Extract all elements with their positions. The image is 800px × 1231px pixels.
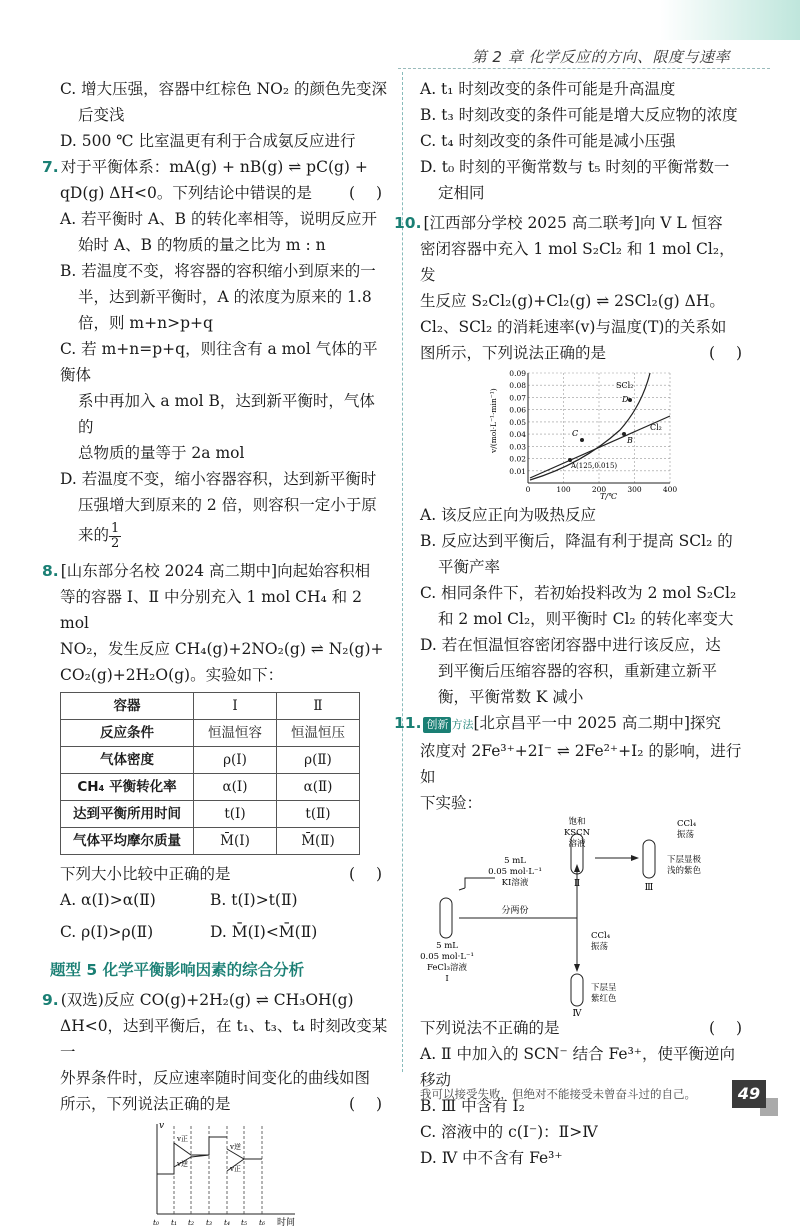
tick-t1: t₁ <box>171 1218 178 1227</box>
table-cell: t(Ⅱ) <box>277 801 360 828</box>
tick-t0: t₀ <box>153 1218 160 1227</box>
q10-y-tick: 0.08 <box>509 381 526 391</box>
q10-label-d: D <box>622 395 629 404</box>
q7-option-b: B. 若温度不变，将容器的容积缩小到原来的一 <box>60 262 376 280</box>
q9-option-d-cont: 定相同 <box>438 184 485 202</box>
q7-number: 7. <box>42 158 59 176</box>
q9-stem-line4: 所示，下列说法正确的是 <box>60 1095 231 1113</box>
table-cell: M̄(Ⅰ) <box>194 828 277 855</box>
q10-label-b: B <box>627 436 633 445</box>
q9-option-b: B. t₃ 时刻改变的条件可能是增大反应物的浓度 <box>420 106 738 124</box>
q10-y-tick: 0.09 <box>509 369 526 378</box>
q6-option-c-cont: 后变浅 <box>78 106 125 124</box>
q11-stem-line1: [北京昌平一中 2025 高二期中]探究 <box>473 714 721 732</box>
q11-stem-line3: 下实验： <box>420 794 483 812</box>
section-heading: 题型 5 化学平衡影响因素的综合分析 <box>50 961 305 979</box>
table-cell: 恒温恒压 <box>277 720 360 747</box>
q9-option-c: C. t₄ 时刻改变的条件可能是减小压强 <box>420 132 676 150</box>
q9-answer-bracket: ( ) <box>348 1095 390 1113</box>
q10-y-tick: 0.02 <box>509 454 526 464</box>
q7-stem-line2-row <box>60 180 390 206</box>
tube-iv-label: Ⅳ <box>572 1009 582 1019</box>
q11-option-b: B. Ⅲ 中含有 I₂ <box>420 1097 525 1115</box>
q8-answer-bracket: ( ) <box>348 865 390 883</box>
q10-point-c <box>580 438 584 442</box>
tick-t5: t₅ <box>241 1218 248 1227</box>
kscn-name: KSCN <box>563 828 591 838</box>
graph-curve-1 <box>157 1143 209 1174</box>
q7-stem <box>42 154 390 180</box>
q10-y-tick: 0.03 <box>509 442 526 452</box>
q8-stem-line1: [山东部分名校 2024 高二期中]向起始容积相 <box>60 562 371 580</box>
right-column <box>394 76 750 1171</box>
q7-option-a: A. 若平衡时 A、B 的转化率相等，说明反应开 <box>60 210 377 228</box>
graph-label-vni-2: v逆 <box>230 1143 241 1151</box>
graph-label-vni-1: v逆 <box>177 1160 188 1168</box>
q10-option-b: B. 反应达到平衡后，降温有利于提高 SCl₂ 的 <box>420 532 733 550</box>
experiment-table <box>60 692 360 855</box>
shake-label-1: 振荡 <box>677 830 695 840</box>
q11-option-a: A. Ⅱ 中加入的 SCN⁻ 结合 Fe³⁺，使平衡逆向移动 <box>420 1045 735 1089</box>
page-number: 49 <box>732 1080 766 1108</box>
table-row <box>61 828 360 855</box>
q11-answer-bracket: ( ) <box>708 1019 750 1037</box>
q11-ask-row <box>420 1015 750 1041</box>
ccl4-label-2: CCl₄ <box>591 931 611 941</box>
table-cell: M̄(Ⅱ) <box>277 828 360 855</box>
q10-y-tick: 0.05 <box>509 417 526 427</box>
graph-label-vzheng-2: v正 <box>230 1165 241 1173</box>
q9-stem-line3: 外界条件时，反应速率随时间变化的曲线如图 <box>60 1069 371 1087</box>
tube-i-label: Ⅰ <box>445 974 449 984</box>
q10-x-axis-label: T/℃ <box>600 492 617 501</box>
tube-i <box>440 898 452 938</box>
q8-stem <box>42 558 390 584</box>
graph-y-label: v <box>159 1121 165 1131</box>
tick-t4: t₄ <box>224 1218 231 1227</box>
q11-number: 11. <box>394 714 422 732</box>
graph-x-label: 时间 <box>277 1218 296 1228</box>
q10-stem-line5-row <box>420 340 750 366</box>
tick-t2: t₂ <box>188 1218 195 1227</box>
q9-option-a: A. t₁ 时刻改变的条件可能是升高温度 <box>420 80 676 98</box>
q10-x-tick: 400 <box>662 485 678 494</box>
q9-stem-line4-row <box>60 1091 390 1117</box>
q11-ask: 下列说法不正确的是 <box>420 1019 560 1037</box>
kI-solution-label: KI溶液 <box>501 878 529 888</box>
q11-stem <box>394 710 750 738</box>
q8-ask: 下列大小比较中正确的是 <box>60 865 231 883</box>
corner-decoration <box>660 0 800 40</box>
q9-number: 9. <box>42 991 59 1009</box>
fecl3-solution-label: FeCl₃溶液 <box>426 963 468 973</box>
q9-stem-line2: ΔH<0，达到平衡后，在 t₁、t₃、t₄ 时刻改变某一 <box>60 1017 388 1061</box>
q10-number: 10. <box>394 214 422 232</box>
tick-t6: t₆ <box>259 1218 266 1227</box>
q10-y-tick: 0.01 <box>509 466 526 476</box>
q7-option-d-cont1: 压强增大到原来的 2 倍，则容积一定小于原 <box>78 496 377 514</box>
q7-stem-line2: qD(g) ΔH<0。下列结论中错误的是 <box>60 184 312 202</box>
tube-iv <box>571 974 583 1006</box>
q10-label-a: A(125,0.015) <box>571 462 618 470</box>
graph-label-vzheng-1: v正 <box>177 1135 188 1143</box>
arrow-kI-to-tube <box>465 878 495 888</box>
q11-experiment-diagram <box>415 817 735 1019</box>
table-cell: Ⅱ <box>277 693 360 720</box>
q8-stem-line2: 等的容器 Ⅰ、Ⅱ 中分别充入 1 mol CH₄ 和 2 mol <box>60 588 362 632</box>
kscn-saturated: 饱和 <box>568 817 586 827</box>
q11-option-c: C. 溶液中的 c(I⁻)：Ⅱ>Ⅳ <box>420 1123 598 1141</box>
fraction-denominator: 2 <box>111 535 120 551</box>
q11-stem-line2: 浓度对 2Fe³⁺+2I⁻ ⇌ 2Fe²⁺+I₂ 的影响，进行如 <box>420 742 742 786</box>
q10-x-tick: 300 <box>627 485 642 494</box>
table-cell: 恒温恒容 <box>194 720 277 747</box>
q7-option-d-cont2-row <box>60 518 390 552</box>
tube-iv-result-1: 下层呈 <box>591 983 617 993</box>
tube-iii-result-2: 浅的紫色 <box>667 866 702 876</box>
q10-stem <box>394 210 750 236</box>
q10-stem-line5: 图所示，下列说法正确的是 <box>420 344 607 362</box>
q7-option-c-cont2: 总物质的量等于 2a mol <box>78 444 245 462</box>
q7-option-c: C. 若 m+n=p+q，则往含有 a mol 气体的平衡体 <box>60 340 378 384</box>
q10-stem-line2: 密闭容器中充入 1 mol S₂Cl₂ 和 1 mol Cl₂，发 <box>420 240 735 284</box>
innovation-tag: 创新 <box>423 717 451 733</box>
q10-y-tick: 0.06 <box>509 405 526 415</box>
q8-option-b: B. t(Ⅰ)>t(Ⅱ) <box>210 891 298 909</box>
table-cell: t(Ⅰ) <box>194 801 277 828</box>
header-rule <box>398 68 770 69</box>
fraction-half <box>109 522 121 551</box>
q10-answer-bracket: ( ) <box>708 344 750 362</box>
q8-ask-row <box>60 861 390 887</box>
q10-option-d-cont2: 衡，平衡常数 K 减小 <box>438 688 584 706</box>
table-cell: α(Ⅱ) <box>277 774 360 801</box>
q10-point-d <box>628 398 632 402</box>
q9-stem-line1: (双选)反应 CO(g)+2H₂(g) ⇌ CH₃OH(g) <box>60 991 354 1009</box>
q10-y-ticks <box>509 369 526 476</box>
q7-answer-bracket: ( ) <box>348 184 390 202</box>
table-row-header: 容器 <box>61 693 194 720</box>
q10-option-a: A. 该反应正向为吸热反应 <box>420 506 597 524</box>
kscn-solution: 溶液 <box>568 839 586 849</box>
table-cell: Ⅰ <box>194 693 277 720</box>
q9-option-d: D. t₀ 时刻的平衡常数与 t₅ 时刻的平衡常数一 <box>420 158 730 176</box>
tube-iii-result-1: 下层显极 <box>667 855 702 865</box>
q10-stem-line1: [江西部分学校 2025 高二联考]向 V L 恒容 <box>423 214 723 232</box>
table-row-header: 达到平衡所用时间 <box>61 801 194 828</box>
q10-y-axis-label: v/(mol·L⁻¹·min⁻¹) <box>489 388 498 453</box>
method-tag: 方法 <box>451 718 474 731</box>
table-row-header: 反应条件 <box>61 720 194 747</box>
table-row-header: 气体平均摩尔质量 <box>61 828 194 855</box>
q7-option-d-cont2: 来的 <box>78 526 110 544</box>
kI-volume: 5 mL <box>504 856 526 866</box>
q7-option-a-cont: 始时 A、B 的物质的量之比为 m : n <box>78 236 326 254</box>
tick-t3: t₃ <box>206 1218 213 1227</box>
tube-iii <box>643 840 655 878</box>
q6-option-c: C. 增大压强，容器中红棕色 NO₂ 的颜色先变深 <box>60 80 387 98</box>
q9-stem <box>42 987 390 1013</box>
q11-option-d: D. Ⅳ 中不含有 Fe³⁺ <box>420 1149 563 1167</box>
q8-options-cd <box>60 919 390 945</box>
q10-option-c-cont: 和 2 mol Cl₂，则平衡时 Cl₂ 的转化率变大 <box>438 610 734 628</box>
q10-option-d: D. 若在恒温恒容密闭容器中进行该反应，达 <box>420 636 721 654</box>
tube-iv-result-2: 紫红色 <box>591 994 617 1004</box>
q7-option-d: D. 若温度不变，缩小容器容积，达到新平衡时 <box>60 470 377 488</box>
q10-rate-temperature-graph <box>490 368 690 500</box>
table-row <box>61 747 360 774</box>
q9-rate-time-graph <box>145 1119 315 1229</box>
ccl4-label-1: CCl₄ <box>677 819 697 829</box>
q10-y-tick: 0.07 <box>509 393 526 403</box>
q7-stem-line1: 对于平衡体系：mA(g) + nB(g) ⇌ pC(g) + <box>60 158 368 176</box>
table-row <box>61 720 360 747</box>
table-row <box>61 801 360 828</box>
q10-option-d-cont1: 到平衡后压缩容器的容积，重新建立新平 <box>438 662 718 680</box>
shake-label-2: 振荡 <box>591 942 609 952</box>
q10-label-c: C <box>572 429 579 438</box>
q8-stem-line4: CO₂(g)+2H₂O(g)。实验如下： <box>60 666 284 684</box>
table-row-header: CH₄ 平衡转化率 <box>61 774 194 801</box>
q6-option-d: D. 500 ℃ 比室温更有利于合成氨反应进行 <box>60 132 356 150</box>
q8-option-c: C. ρ(Ⅰ)>ρ(Ⅱ) <box>60 923 154 941</box>
q8-options-ab <box>60 887 390 913</box>
fecl3-volume: 5 mL <box>436 941 458 951</box>
q10-stem-line4: Cl₂、SCl₂ 的消耗速率(v)与温度(T)的关系如 <box>420 318 727 336</box>
tube-ii-label: Ⅱ <box>573 879 581 889</box>
chapter-header: 第 2 章 化学反应的方向、限度与速率 <box>471 48 730 66</box>
q10-x-tick: 100 <box>556 485 571 494</box>
q8-option-d: D. M̄(Ⅰ)<M̄(Ⅱ) <box>210 923 318 941</box>
q10-x-tick: 200 <box>591 485 607 494</box>
q8-number: 8. <box>42 562 59 580</box>
kI-concentration: 0.05 mol·L⁻¹ <box>488 867 542 877</box>
table-row <box>61 693 360 720</box>
table-row <box>61 774 360 801</box>
fraction-numerator: 1 <box>111 520 120 536</box>
q10-point-b <box>622 432 626 436</box>
q10-label-scl2: SCl₂ <box>616 381 634 390</box>
tube-iii-label: Ⅲ <box>644 883 654 893</box>
split-label: 分两份 <box>501 906 529 916</box>
q7-option-c-cont1: 系中再加入 a mol B，达到新平衡时，气体的 <box>78 392 375 436</box>
q10-label-cl2: Cl₂ <box>650 423 662 432</box>
fecl3-concentration: 0.05 mol·L⁻¹ <box>420 952 474 962</box>
footer-motto: 我可以接受失败，但绝对不能接受未曾奋斗过的自己。 <box>420 1087 696 1101</box>
q7-option-b-cont1: 半，达到新平衡时，A 的浓度为原来的 1.8 <box>78 288 372 306</box>
table-cell: ρ(Ⅰ) <box>194 747 277 774</box>
q10-x-tick: 0 <box>525 485 531 494</box>
left-column <box>42 76 390 1231</box>
q10-stem-line3: 生反应 S₂Cl₂(g)+Cl₂(g) ⇌ 2SCl₂(g) ΔH。 <box>420 292 725 310</box>
table-cell: α(Ⅰ) <box>194 774 277 801</box>
table-cell: ρ(Ⅱ) <box>277 747 360 774</box>
q10-y-tick: 0.04 <box>509 430 526 440</box>
q10-option-b-cont: 平衡产率 <box>438 558 501 576</box>
q7-option-b-cont2: 倍，则 m+n>p+q <box>78 314 213 332</box>
table-row-header: 气体密度 <box>61 747 194 774</box>
q10-option-c: C. 相同条件下，若初始投料改为 2 mol S₂Cl₂ <box>420 584 737 602</box>
q8-stem-line3: NO₂，发生反应 CH₄(g)+2NO₂(g) ⇌ N₂(g)+ <box>60 640 384 658</box>
q8-option-a: A. α(Ⅰ)>α(Ⅱ) <box>60 891 156 909</box>
